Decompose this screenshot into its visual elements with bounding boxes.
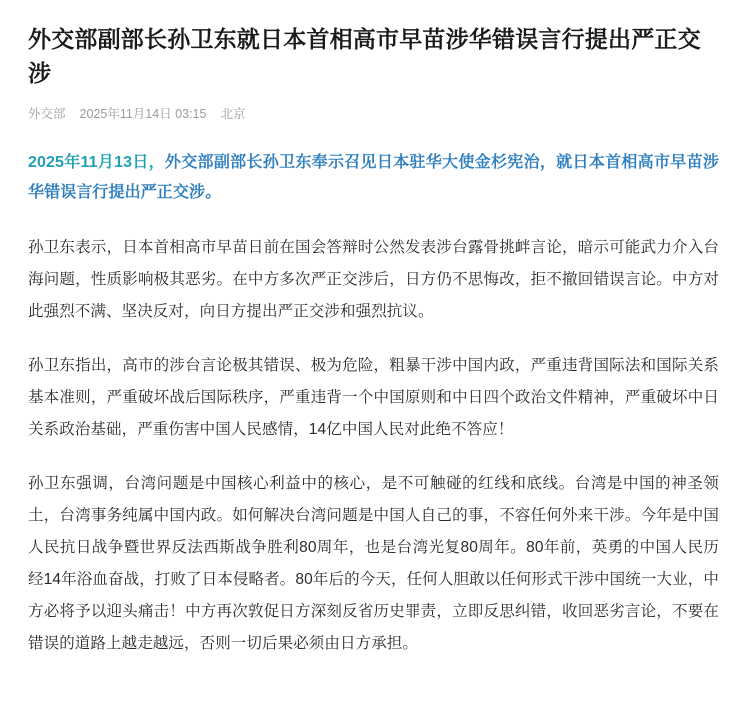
- meta-datetime: 2025年11月14日 03:15: [79, 107, 207, 121]
- page-title: 外交部副部长孙卫东就日本首相高市早苗涉华错误言行提出严正交涉: [28, 26, 701, 86]
- meta-location: 北京: [220, 107, 246, 121]
- meta-source: 外交部: [28, 107, 66, 121]
- article-paragraph: 孙卫东强调，台湾问题是中国核心利益中的核心，是不可触碰的红线和底线。台湾是中国的神圣领土，台湾事务纯属中国内政。如何解决台湾问题是中国人自己的事，不容任何外来干涉。今年是中国人民抗日战争暨世界反法西斯战争胜利80周年，也是台湾光复80周年。80年前，英勇的中国人民历经14年浴血奋战，打败了日本侵略者。80年后的今天，任何人胆敢以任何形式干涉中国统一大业，中方必将予以迎头痛击！中方再次敦促日方深刻反省历史罪责，立即反思纠错，收回恶劣言论，不要在错误的道路上越走越远，否则一切后果必须由日方承担。: [28, 475, 719, 652]
- lede-date: 2025年11月13日，: [28, 154, 165, 171]
- article-paragraph: 孙卫东指出，高市的涉台言论极其错误、极为危险，粗暴干涉中国内政，严重违背国际法和国际关系基本准则，严重破坏战后国际秩序，严重违背一个中国原则和中日四个政治文件精神，严重破坏中日关系政治基础，严重伤害中国人民感情，14亿中国人民对此绝不答应！: [28, 357, 719, 438]
- article-lede: [28, 148, 719, 208]
- article-meta: [28, 104, 719, 122]
- lede-text: 外交部副部长孙卫东奉示召见日本驻华大使金杉宪治，就日本首相高市早苗涉华错误言行提出严正交涉。: [28, 154, 719, 201]
- article-paragraph: 孙卫东表示，日本首相高市早苗日前在国会答辩时公然发表涉台露骨挑衅言论，暗示可能武力介入台海问题，性质影响极其恶劣。在中方多次严正交涉后，日方仍不思悔改，拒不撤回错误言论。中方对此强烈不满、坚决反对，向日方提出严正交涉和强烈抗议。: [28, 239, 719, 320]
